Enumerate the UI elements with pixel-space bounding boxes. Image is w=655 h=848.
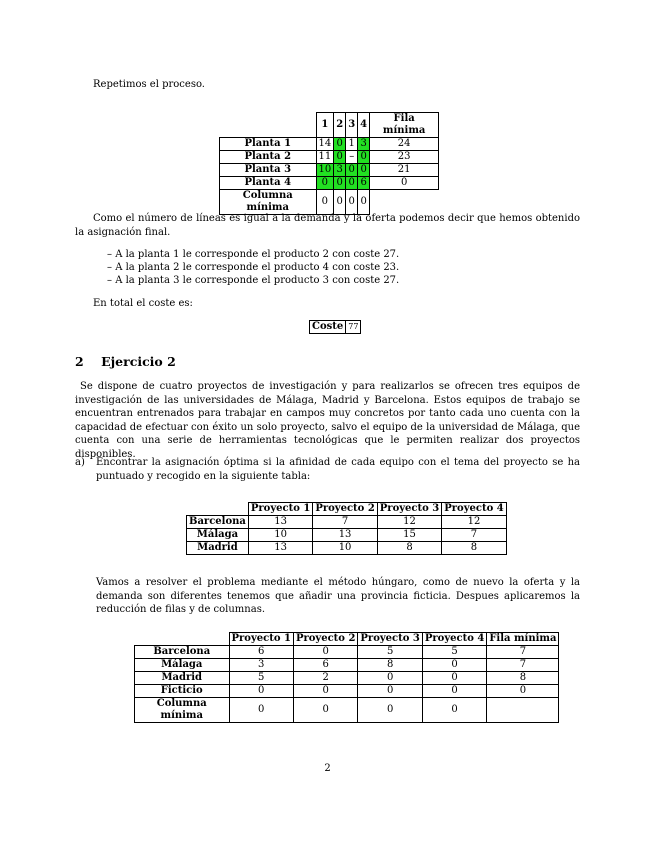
row-label: Ficticio [135,685,230,698]
cell: 5 [358,646,422,659]
intro-text: Repetimos el proceso. [93,79,205,90]
cell: 0 [422,698,486,723]
table-row [220,151,439,164]
col-header: 2 [334,113,346,138]
col-header: 1 [316,113,334,138]
cell-highlighted: 3 [334,164,346,177]
table-row [135,672,559,685]
table-row [135,659,559,672]
cell: 2 [293,672,357,685]
table-row [220,164,439,177]
col-header: 4 [358,113,370,138]
list-item: – A la planta 2 le corresponde el producto 4 con coste 23. [107,261,399,274]
row-label: Planta 2 [220,151,317,164]
cell: 0 [358,698,422,723]
col-header: Proyecto 1 [248,503,312,516]
cell-highlighted: 0 [358,151,370,164]
section-number: 2 [75,354,84,369]
cell: 15 [377,529,441,542]
cell-min: 7 [487,646,559,659]
cell: 13 [248,516,312,529]
cell-min: 7 [487,659,559,672]
col-header-fila-minima: Fila mínima [487,633,559,646]
row-label: Planta 1 [220,138,317,151]
table-row [187,516,507,529]
table-row [220,138,439,151]
table-plantas [219,112,439,215]
row-label: Planta 4 [220,177,317,190]
cell-highlighted: 10 [316,164,334,177]
row-label: Columna mínima [135,698,230,723]
cell: 10 [313,542,377,555]
cell: 0 [358,190,370,215]
col-header-fila-minima: Fila mínima [370,113,439,138]
cell-highlighted: 6 [358,177,370,190]
table-row [135,646,559,659]
row-label: Columna mínima [220,190,317,215]
cell: 0 [358,685,422,698]
corner-cell [135,633,230,646]
cell-highlighted: 0 [334,151,346,164]
table-footer-row [135,698,559,723]
cell: 0 [316,190,334,215]
problem-statement: Se dispone de cuatro proyectos de investigación y para realizarlos se ofrecen tres equipos de investigación de las universidades de Málaga, Madrid y Barcelona. Estos equipos de trabajo se encuentran entrenados para trabajar en campos muy concretos por tanto cada uno cuenta con la capacidad de efectuar con éxito un solo proyecto, salvo el equipo de la universidad de Málaga, que cuenta con una serie de herramientas tecnológicas que le permiten realizar dos proyectos disponibles. [75,381,580,460]
cell-highlighted: 0 [316,177,334,190]
row-label: Málaga [187,529,249,542]
section-heading [75,354,176,369]
cell: 6 [293,659,357,672]
col-header: Proyecto 3 [358,633,422,646]
cell-highlighted: 0 [358,164,370,177]
table-header-row [220,113,439,138]
section-title: Ejercicio 2 [101,354,176,369]
empty-cell [370,190,439,215]
col-header: Proyecto 2 [313,503,377,516]
cell: 14 [316,138,334,151]
row-label: Barcelona [187,516,249,529]
coste-value: 77 [346,321,361,334]
cell: – [346,151,358,164]
cell-min: 21 [370,164,439,177]
cell: 0 [229,685,293,698]
corner-cell [220,113,317,138]
item-text: Encontrar la asignación óptima si la afinidad de cada equipo con el tema del proyecto se ha puntuado y recogido en la siguiente tabla: [96,457,580,482]
cell: 8 [358,659,422,672]
cell: 1 [346,138,358,151]
table-afinidad [186,502,507,555]
row-label: Madrid [187,542,249,555]
cell-min: 0 [370,177,439,190]
cell-highlighted: 3 [358,138,370,151]
item-marker: a) [75,457,85,468]
cell: 13 [248,542,312,555]
cell-min: 24 [370,138,439,151]
paragraph-lines: Como el número de líneas es igual a la demanda y la oferta podemos decir que hemos obtenido la asignación final. [75,213,580,238]
col-header: 3 [346,113,358,138]
cell: 12 [377,516,441,529]
page-number: 2 [324,763,331,774]
cell: 0 [422,672,486,685]
cell: 0 [293,685,357,698]
cell-min: 0 [487,685,559,698]
cell-highlighted: 0 [334,138,346,151]
col-header: Proyecto 4 [442,503,506,516]
row-label: Málaga [135,659,230,672]
corner-cell [187,503,249,516]
method-paragraph: Vamos a resolver el problema mediante el método húngaro, como de nuevo la oferta y la demanda son diferentes tenemos que añadir una provincia ficticia. Despues aplicaremos la reducción de filas y de columnas. [96,577,580,615]
cell: 0 [422,685,486,698]
total-text: En total el coste es: [93,298,193,309]
row-label: Barcelona [135,646,230,659]
list-item: – A la planta 1 le corresponde el producto 2 con coste 27. [107,248,399,261]
col-header: Proyecto 1 [229,633,293,646]
cell-highlighted: 0 [346,177,358,190]
cell: 0 [293,646,357,659]
table-row [135,685,559,698]
col-header: Proyecto 4 [422,633,486,646]
cell: 0 [229,698,293,723]
table-row [187,542,507,555]
cell: 5 [229,672,293,685]
item-a [75,456,580,483]
cell: 0 [422,659,486,672]
cell: 8 [442,542,506,555]
cell: 5 [422,646,486,659]
cell: 8 [377,542,441,555]
cell-highlighted: 0 [346,164,358,177]
table-row [220,177,439,190]
cell-highlighted: 0 [334,177,346,190]
cell-min: 8 [487,672,559,685]
col-header: Proyecto 3 [377,503,441,516]
table-reduccion [134,632,559,723]
list-item: – A la planta 3 le corresponde el producto 3 con coste 27. [107,274,399,287]
cell: 7 [442,529,506,542]
cell: 0 [358,672,422,685]
assignment-list [107,248,399,287]
cell: 12 [442,516,506,529]
row-label: Planta 3 [220,164,317,177]
coste-table [309,320,361,334]
coste-label: Coste [310,321,346,334]
cell: 7 [313,516,377,529]
cell: 0 [334,190,346,215]
table-footer-row [220,190,439,215]
cell: 11 [316,151,334,164]
table-header-row [187,503,507,516]
row-label: Madrid [135,672,230,685]
table-header-row [135,633,559,646]
cell: 0 [293,698,357,723]
cell: 0 [346,190,358,215]
col-header: Proyecto 2 [293,633,357,646]
cell-min [487,698,559,723]
cell: 3 [229,659,293,672]
cell: 13 [313,529,377,542]
cell-min: 23 [370,151,439,164]
cell: 6 [229,646,293,659]
cell: 10 [248,529,312,542]
table-row [187,529,507,542]
